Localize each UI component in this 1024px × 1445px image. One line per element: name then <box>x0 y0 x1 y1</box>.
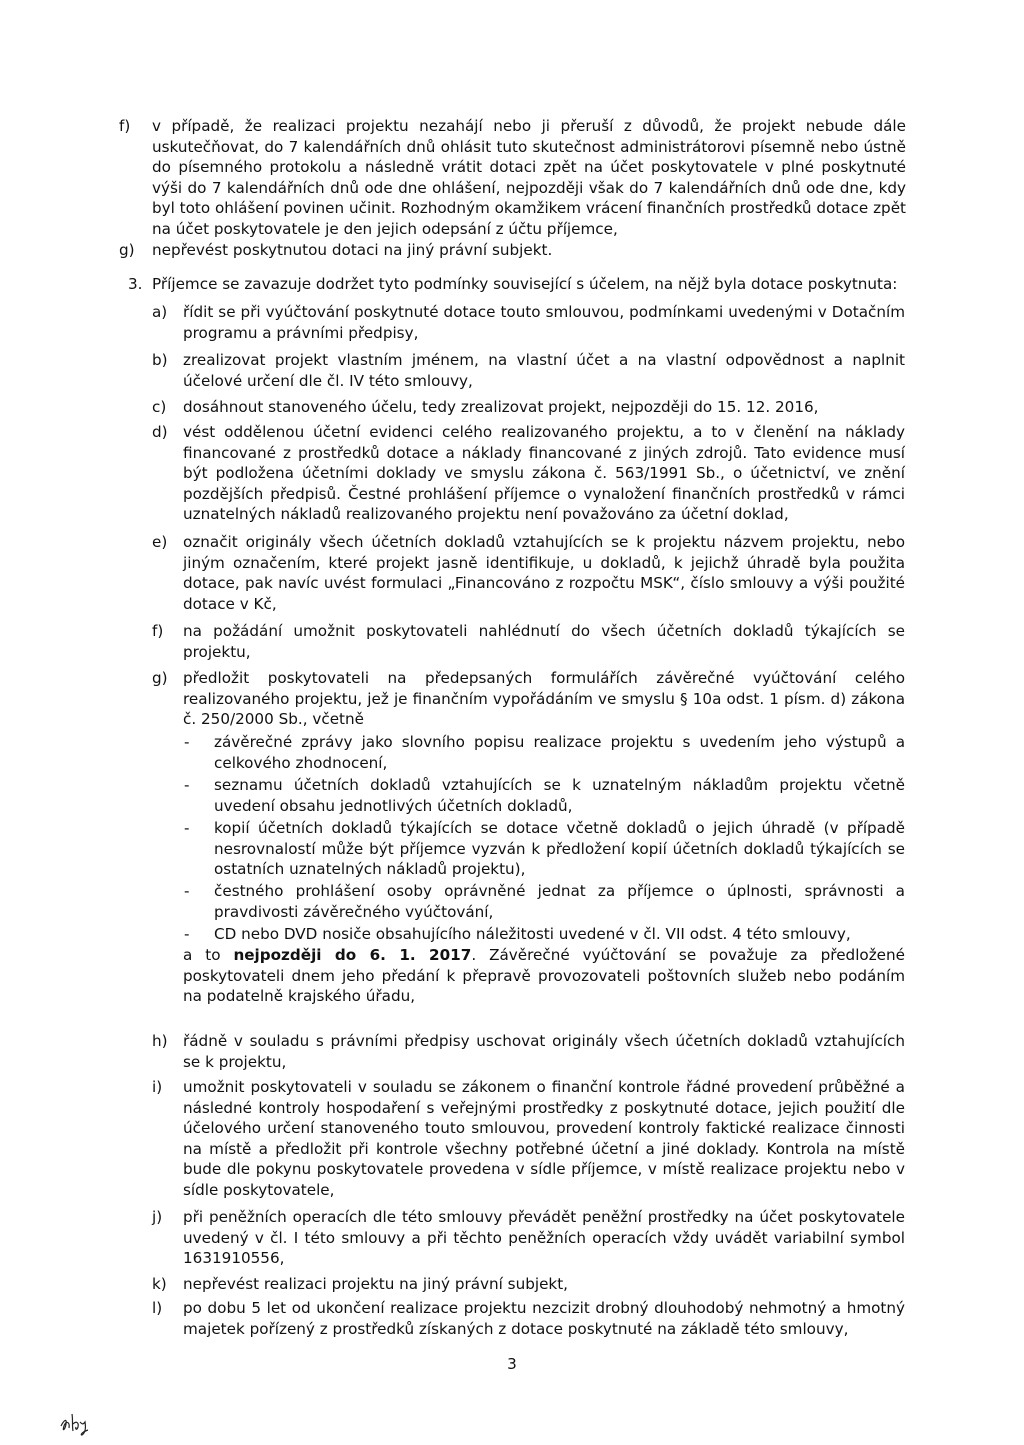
section-number: 3. <box>128 275 143 293</box>
deadline-paragraph <box>183 945 905 1007</box>
item-label: g) <box>119 241 135 259</box>
dash-text: čestného prohlášení osoby oprávněné jednat za příjemce o úplnosti, správnosti a pravdivosti závěrečného vyúčtování, <box>214 882 905 921</box>
item-text: zrealizovat projekt vlastním jménem, na vlastní účet a na vlastní odpovědnost a naplnit účelové určení dle čl. IV této smlouvy, <box>183 351 905 390</box>
dash-text: seznamu účetních dokladů vztahujících se k uznatelným nákladům projektu včetně uvedení obsahu jednotlivých účetních dokladů, <box>214 776 905 815</box>
item-text: po dobu 5 let od ukončení realizace projektu nezcizit drobný dlouhodobý nehmotný a hmotný majetek pořízený z prostředků získaných z dotace poskytnuté na základě této smlouvy, <box>183 1299 905 1338</box>
item-label: b) <box>152 351 168 369</box>
dash-bullet: - <box>184 882 190 900</box>
item-label: e) <box>152 533 168 551</box>
item-label: h) <box>152 1032 168 1050</box>
item-text: předložit poskytovateli na předepsaných formulářích závěrečné vyúčtování celého realizovaného projektu, jež je finančním vypořádáním ve smyslu § 10a odst. 1 písm. d) zákona č. 250/2000 Sb., včetně <box>183 669 905 729</box>
item-text: řádně v souladu s právními předpisy uschovat originály všech účetních dokladů vztahujících se k projektu, <box>183 1032 905 1071</box>
item-text: nepřevést realizaci projektu na jiný právní subjekt, <box>183 1275 568 1293</box>
deadline-post: . Závěrečné vyúčtování se považuje za předložené poskytovateli dnem jeho předání k přepravě provozovateli poštovních služeb nebo podáním na podatelně krajského úřadu, <box>183 946 905 1006</box>
item-text: v případě, že realizaci projektu nezahájí nebo ji přeruší z důvodů, že projekt nebude dále uskutečňovat, do 7 kalendářních dnů ohlásit tuto skutečnost administrátorovi písemně nebo ústně do písemného protokolu a následně vrátit dotaci zpět na účet poskytovatele v plné poskytnuté výši do 7 kalendářních dnů ode dne ohlášení, nejpozději však do 7 kalendářních dnů ode dne, kdy byl toto ohlášení povinen učinit. Rozhodným okamžikem vrácení finančních prostředků dotace zpět na účet poskytovatele je den jejich odepsání z účtu příjemce, <box>152 117 906 238</box>
dash-text: kopií účetních dokladů týkajících se dotace včetně dokladů o jejich úhradě (v případě nesrovnalostí může být příjemce vyzván k předložení kopií účetních dokladů týkajících se ostatních uznatelných nákladů projektu), <box>214 819 905 879</box>
item-text: nepřevést poskytnutou dotaci na jiný právní subjekt. <box>152 241 553 259</box>
section-text: Příjemce se zavazuje dodržet tyto podmínky související s účelem, na nějž byla dotace poskytnuta: <box>152 275 898 293</box>
item-text: řídit se při vyúčtování poskytnuté dotace touto smlouvou, podmínkami uvedenými v Dotačním programu a právními předpisy, <box>183 303 905 342</box>
dash-text: CD nebo DVD nosiče obsahujícího náležitosti uvedené v čl. VII odst. 4 této smlouvy, <box>214 925 851 943</box>
item-label: j) <box>152 1208 163 1226</box>
dash-bullet: - <box>184 776 190 794</box>
item-text: dosáhnout stanoveného účelu, tedy zrealizovat projekt, nejpozději do 15. 12. 2016, <box>183 398 819 416</box>
dash-bullet: - <box>184 819 190 837</box>
item-label: a) <box>152 303 168 321</box>
item-text: umožnit poskytovateli v souladu se zákonem o finanční kontrole řádné provedení průběžné a následné kontroly hospodaření s veřejnými prostředky z poskytnuté dotace, jejich použití dle účelového určení stanoveného touto smlouvou, provedení kontroly faktické realizace činnosti na místě a předložit při kontrole všechny potřebné účetní a jiné doklady. Kontrola na místě bude dle pokynu poskytovatele provedena v sídle příjemce, v místě realizace projektu nebo v sídle poskytovatele, <box>183 1078 905 1199</box>
item-text: při peněžních operacích dle této smlouvy převádět peněžní prostředky na účet poskytovatele uvedený v čl. I této smlouvy a při těchto peněžních operacích vždy uvádět variabilní symbol 1631910556, <box>183 1208 905 1268</box>
item-label: k) <box>152 1275 167 1293</box>
item-label: d) <box>152 423 168 441</box>
item-label: f) <box>152 622 164 640</box>
item-text: na požádání umožnit poskytovateli nahlédnutí do všech účetních dokladů týkajících se projektu, <box>183 622 905 661</box>
page-number: 3 <box>507 1355 517 1373</box>
item-label: f) <box>119 117 131 135</box>
deadline-date: nejpozději do 6. 1. 2017 <box>233 946 472 964</box>
item-text: označit originály všech účetních dokladů vztahujících se k projektu názvem projektu, nebo jiným označením, které projekt jasně identifikuje, u dokladů, k jejichž úhradě byla použita dotace, pak navíc uvést formulaci „Financováno z rozpočtu MSK“, číslo smlouvy a výši použité dotace v Kč, <box>183 533 905 613</box>
item-label: l) <box>152 1299 163 1317</box>
dash-bullet: - <box>184 925 190 943</box>
item-text: vést oddělenou účetní evidenci celého realizovaného projektu, a to v členění na náklady financované z prostředků dotace a náklady financované z jiných zdrojů. Tato evidence musí být podložena účetními doklady ve smyslu zákona č. 563/1991 Sb., o účetnictví, ve znění pozdějších předpisů. Čestné prohlášení příjemce o vynaložení finančních prostředků v rámci uznatelných nákladů realizovaného projektu není považováno za účetní doklad, <box>183 423 905 524</box>
item-label: i) <box>152 1078 163 1096</box>
item-label: g) <box>152 669 168 687</box>
handwritten-initials-signature <box>58 1408 94 1436</box>
item-label: c) <box>152 398 167 416</box>
dash-text: závěrečné zprávy jako slovního popisu realizace projektu s uvedením jeho výstupů a celkového zhodnocení, <box>214 733 905 772</box>
dash-bullet: - <box>184 733 190 751</box>
deadline-pre: a to <box>183 946 234 964</box>
